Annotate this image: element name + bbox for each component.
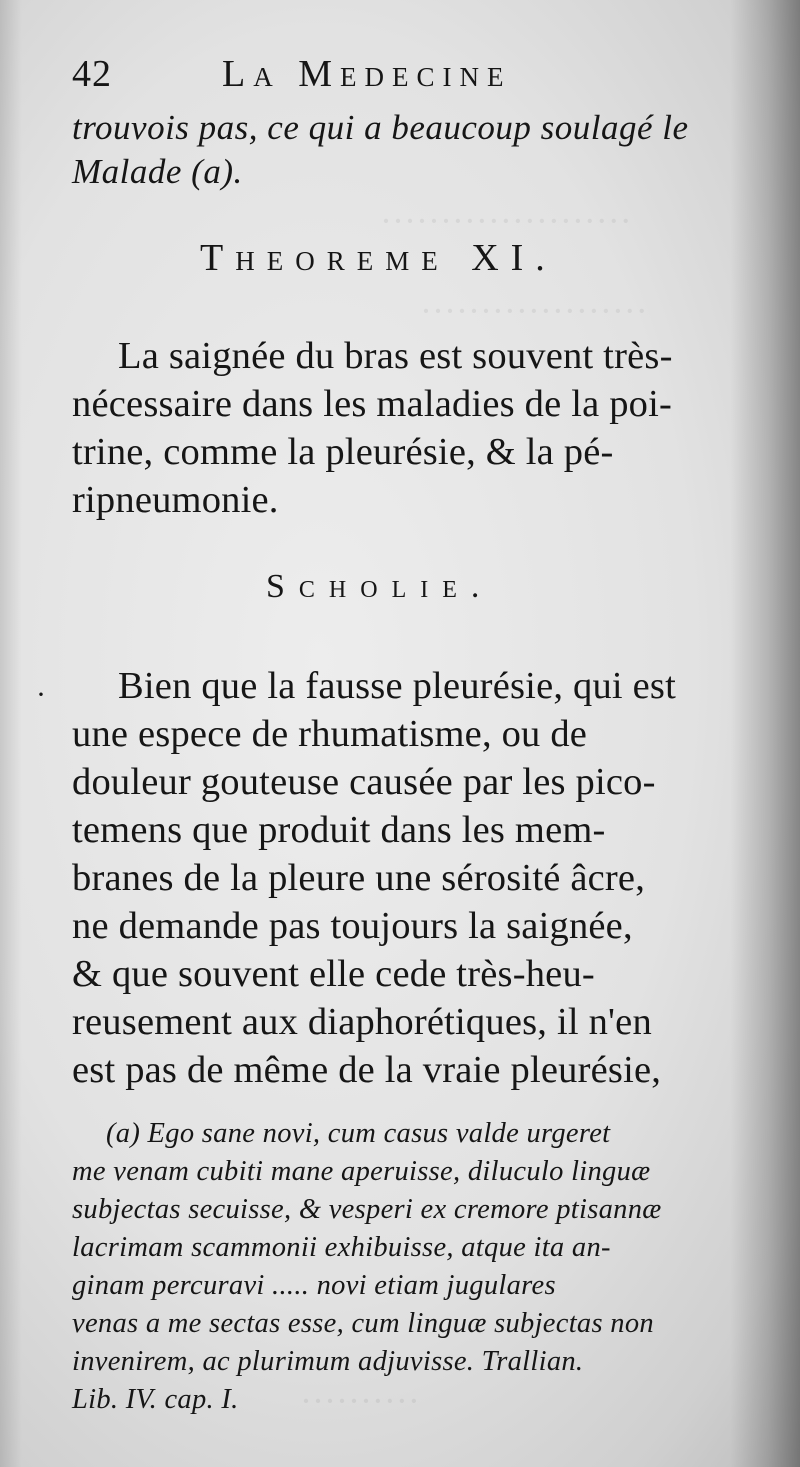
scholie-line: branes de la pleure une sérosité âcre,: [72, 857, 646, 899]
bleed-through: ···················: [420, 291, 648, 331]
scholie-line: ne demande pas toujours la saignée,: [72, 905, 633, 947]
scholie-line: temens que produit dans les mem-: [72, 809, 606, 851]
scholie-line: Bien que la fausse pleurésie, qui est: [118, 665, 676, 707]
footnote-line: me venam cubiti mane aperuisse, diluculo linguæ: [72, 1156, 651, 1187]
scholie-line: une espece de rhumatisme, ou de: [72, 713, 588, 755]
footnote-line: Lib. IV. cap. I.: [72, 1384, 239, 1415]
theorem-line: trine, comme la pleurésie, & la pé-: [72, 431, 614, 473]
bleed-through: ·····················: [380, 201, 632, 241]
scholie-line: est pas de même de la vraie pleurésie,: [72, 1049, 662, 1091]
theorem-title: Theoreme XI.: [200, 237, 557, 279]
intro-line: trouvois pas, ce qui a beaucoup soulagé le: [72, 108, 689, 147]
page-edge-shadow: [0, 0, 22, 1467]
footnote-line: invenirem, ac plurimum adjuvisse. Trallian.: [72, 1346, 584, 1377]
margin-dot: ·: [36, 678, 46, 711]
running-title: La Medecine: [222, 53, 512, 95]
scholie-line: & que souvent elle cede très-heu-: [72, 953, 595, 995]
footnote-line: lacrimam scammonii exhibuisse, atque ita an-: [72, 1232, 611, 1263]
intro-line: Malade (a).: [72, 152, 243, 191]
footnote-line: subjectas secuisse, & vesperi ex cremore ptisannæ: [72, 1194, 662, 1225]
page-number: 42: [72, 53, 112, 95]
page-header: [72, 52, 511, 96]
bleed-through: ··········: [300, 1381, 420, 1421]
footnote-line: venas a me sectas esse, cum linguæ subjectas non: [72, 1308, 654, 1339]
theorem-line: nécessaire dans les maladies de la poi-: [72, 383, 673, 425]
scholie-title: Scholie.: [266, 568, 494, 605]
footnote-line: (a) Ego sane novi, cum casus valde urgeret: [106, 1118, 611, 1149]
gutter-shadow: [730, 0, 800, 1467]
scholie-line: reusement aux diaphorétiques, il n'en: [72, 1001, 652, 1043]
footnote-line: ginam percuravi ..... novi etiam jugulares: [72, 1270, 556, 1301]
theorem-line: ripneumonie.: [72, 479, 279, 521]
theorem-line: La saignée du bras est souvent très-: [118, 335, 673, 377]
scholie-line: douleur gouteuse causée par les pico-: [72, 761, 656, 803]
